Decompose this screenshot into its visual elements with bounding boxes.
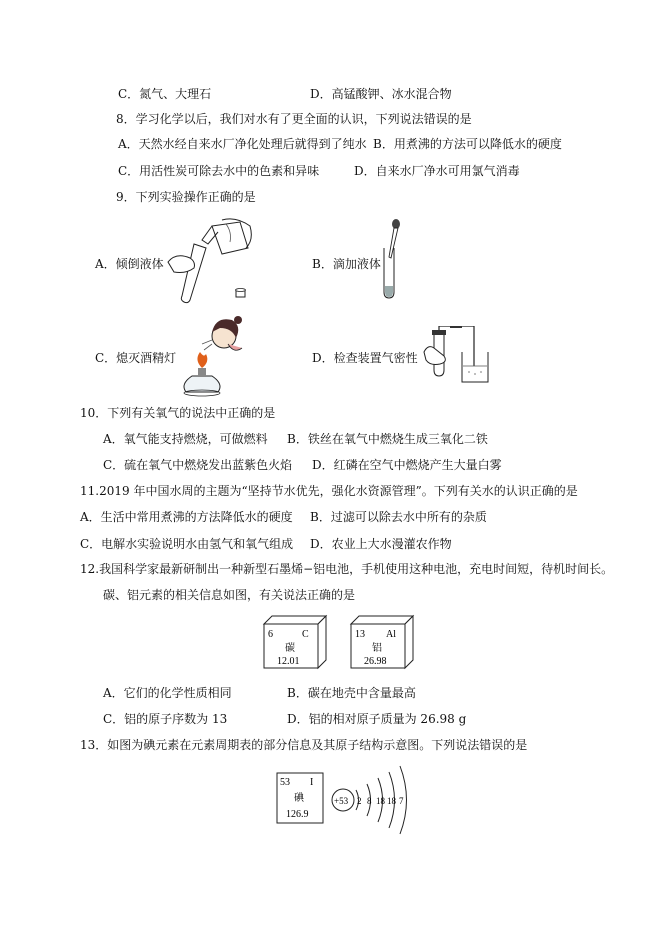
q8-stem: 8．学习化学以后，我们对水有了更全面的认识，下列说法错误的是: [116, 112, 472, 126]
airtightness-check-figure: [422, 326, 494, 386]
dropping-liquid-figure: [378, 218, 408, 300]
q12-stem-line2: 碳、铝元素的相关信息如图，有关说法正确的是: [103, 588, 356, 602]
iodine-atom-structure-diagram: [330, 764, 412, 836]
blowing-out-lamp-figure: [176, 314, 248, 398]
q12-option-a: A．它们的化学性质相同: [103, 686, 232, 700]
carbon-symbol: C: [302, 629, 309, 640]
iodine-element-card: [276, 772, 324, 824]
q8-option-b: B．用煮沸的方法可以降低水的硬度: [373, 137, 562, 151]
iodine-symbol: I: [310, 777, 314, 788]
nucleus-charge: +53: [334, 796, 349, 806]
q11-option-b: B．过滤可以除去水中所有的杂质: [310, 510, 487, 524]
q7-option-d: D．高锰酸钾、冰水混合物: [310, 87, 452, 101]
q11-stem: 11.2019 年中国水周的主题为“坚持节水优先，强化水资源管理”。下列有关水的认识正确的是: [80, 484, 578, 498]
q9-option-a: A．倾倒液体: [95, 257, 164, 271]
q13-stem: 13．如图为碘元素在元素周期表的部分信息及其原子结构示意图。下列说法错误的是: [80, 738, 528, 752]
carbon-atomic-number: 6: [268, 629, 273, 640]
shell-5-electrons: 7: [399, 796, 404, 806]
q8-option-d: D．自来水厂净水可用氯气消毒: [354, 164, 520, 178]
q11-option-d: D．农业上大水漫灌农作物: [310, 537, 452, 551]
q8-option-c: C．用活性炭可除去水中的色素和异味: [118, 164, 320, 178]
q10-stem: 10．下列有关氧气的说法中正确的是: [80, 406, 276, 420]
aluminum-symbol: Al: [386, 629, 396, 640]
q12-option-b: B．碳在地壳中含量最高: [287, 686, 416, 700]
carbon-element-card: [262, 614, 328, 670]
q11-option-c: C．电解水实验说明水由氢气和氧气组成: [80, 537, 294, 551]
q10-option-a: A．氧气能支持燃烧，可做燃料: [103, 432, 268, 446]
q11-option-a: A．生活中常用煮沸的方法降低水的硬度: [80, 510, 293, 524]
aluminum-atomic-mass: 26.98: [364, 656, 387, 667]
shell-4-electrons: 18: [387, 796, 396, 806]
carbon-atomic-mass: 12.01: [277, 656, 300, 667]
carbon-name: 碳: [285, 643, 295, 654]
aluminum-element-card: [349, 614, 415, 670]
aluminum-name: 铝: [372, 643, 382, 654]
q9-stem: 9．下列实验操作正确的是: [116, 190, 256, 204]
shell-2-electrons: 8: [367, 796, 372, 806]
q10-option-b: B．铁丝在氧气中燃烧生成三氧化二铁: [287, 432, 488, 446]
q9-option-d: D．检查装置气密性: [312, 351, 418, 365]
shell-1-electrons: 2: [357, 796, 362, 806]
iodine-atomic-mass: 126.9: [286, 809, 309, 820]
q7-option-c: C．氮气、大理石: [118, 87, 212, 101]
q10-option-c: C．硫在氧气中燃烧发出蓝紫色火焰: [103, 458, 293, 472]
q9-option-b: B．滴加液体: [312, 257, 381, 271]
aluminum-atomic-number: 13: [355, 629, 365, 640]
q8-option-a: A．天然水经自来水厂净化处理后就得到了纯水: [118, 137, 367, 151]
shell-3-electrons: 18: [376, 796, 385, 806]
q9-option-c: C．熄灭酒精灯: [95, 351, 177, 365]
iodine-name: 碘: [294, 793, 304, 804]
q12-option-c: C．铝的原子序数为 13: [103, 712, 228, 726]
pouring-liquid-figure: [166, 218, 258, 306]
q12-option-d: D．铝的相对原子质量为 26.98 g: [287, 712, 467, 726]
q12-stem-line1: 12.我国科学家最新研制出一种新型石墨烯−铝电池，手机使用这种电池，充电时间短，待机时间长。: [80, 562, 614, 576]
iodine-atomic-number: 53: [280, 777, 290, 788]
q10-option-d: D．红磷在空气中燃烧产生大量白雾: [312, 458, 502, 472]
